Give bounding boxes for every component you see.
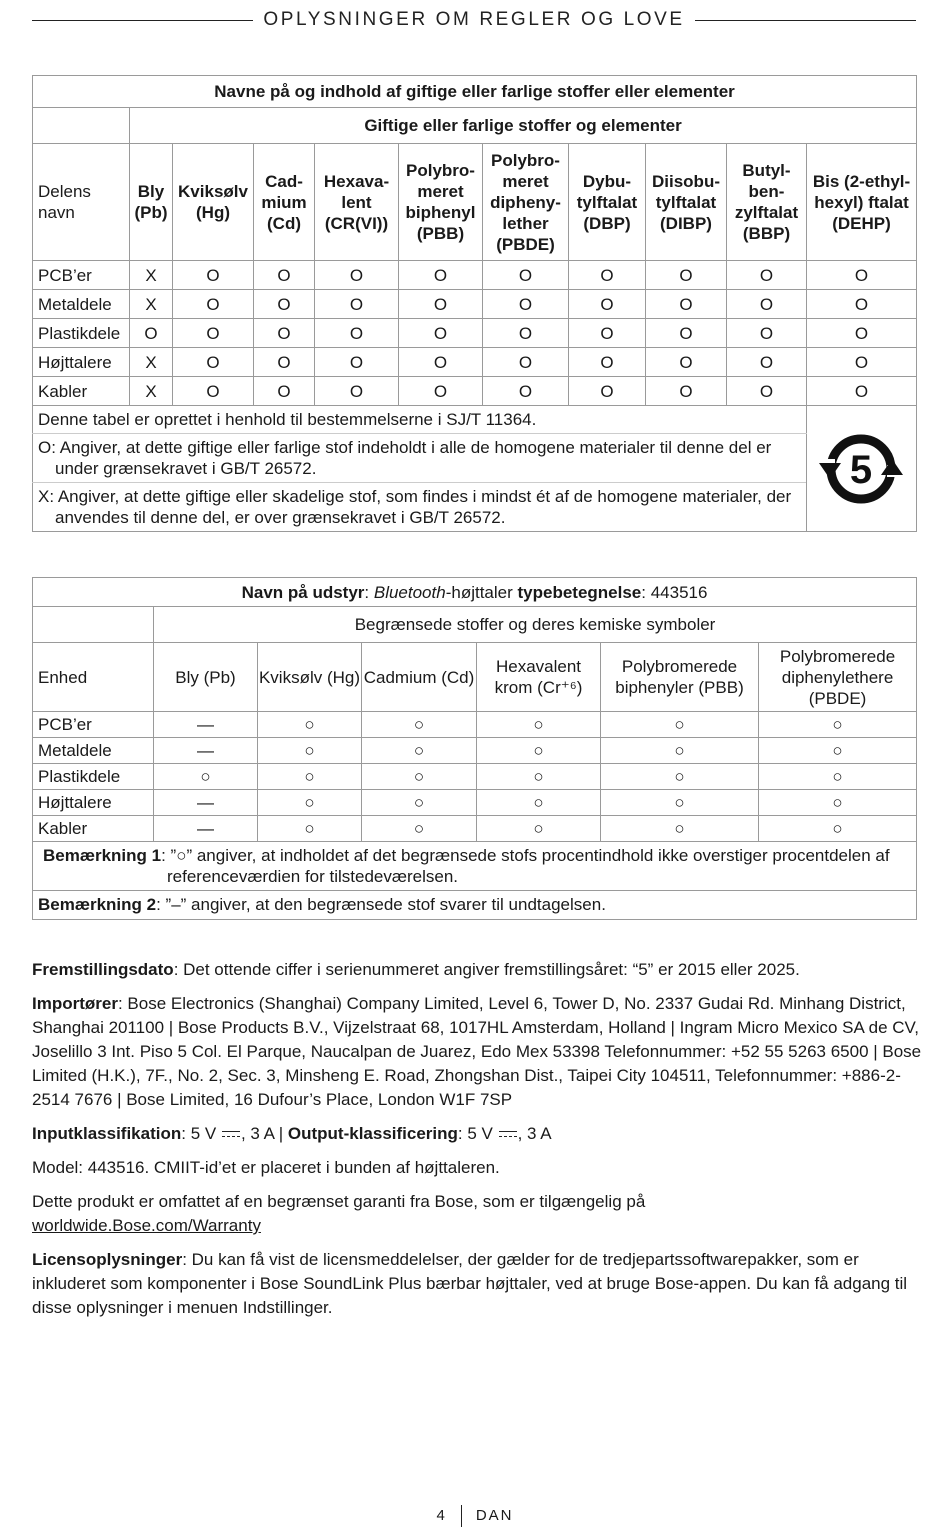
table-cell: O — [483, 319, 569, 348]
table1-column-header: Bis (2-ethyl-hexyl) ftalat (DEHP) — [807, 144, 917, 261]
table-cell: O — [399, 290, 483, 319]
dc-current-icon — [221, 1129, 241, 1141]
table-cell: O — [254, 348, 315, 377]
table-row — [33, 319, 917, 348]
row-unit-name: Højttalere — [33, 790, 154, 816]
table-cell: ○ — [258, 712, 362, 738]
table2-column-header: Cadmium (Cd) — [362, 643, 477, 712]
row-part-name: Højttalere — [33, 348, 130, 377]
table-cell: O — [569, 261, 646, 290]
warranty-paragraph: Dette produkt er omfattet af en begrænset garanti fra Bose, som er tilgængelig på worldwide.Bose.com/Warranty — [32, 1192, 646, 1235]
table-cell: O — [807, 261, 917, 290]
table-cell: O — [727, 290, 807, 319]
table-cell: O — [173, 348, 254, 377]
table-cell: O — [173, 377, 254, 406]
table-cell: ○ — [362, 764, 477, 790]
row-unit-name: Kabler — [33, 816, 154, 842]
license-paragraph: Licensoplysninger: Du kan få vist de licensmeddelelser, der gælder for de tredjepartssoftwarepakker, som er inkluderet som komponenter i Bose SoundLink Plus bærbar højttaler, ved at bruge Bose-appen. Du kan få adgang til disse oplysninger i menuen Indstillinger. — [32, 1250, 908, 1317]
table-cell: X — [130, 261, 173, 290]
table-cell: O — [727, 261, 807, 290]
table-cell: O — [569, 319, 646, 348]
table-row — [33, 790, 917, 816]
table1-part-header: Delens navn — [33, 144, 130, 261]
table-cell: O — [727, 348, 807, 377]
table-row — [33, 290, 917, 319]
table-cell: ○ — [601, 764, 759, 790]
table-cell: — — [154, 712, 258, 738]
table-cell: ○ — [154, 764, 258, 790]
table-cell: ○ — [477, 816, 601, 842]
row-unit-name: Plastikdele — [33, 764, 154, 790]
table2-column-header: Bly (Pb) — [154, 643, 258, 712]
row-part-name: Kabler — [33, 377, 130, 406]
regulatory-body-text — [32, 958, 922, 1330]
table-cell: X — [130, 348, 173, 377]
table-row — [33, 764, 917, 790]
row-part-name: PCB’er — [33, 261, 130, 290]
table2-column-header: Polybromerede biphenyler (PBB) — [601, 643, 759, 712]
page-title: OPLYSNINGER OM REGLER OG LOVE — [263, 9, 685, 30]
table1-column-header: Diisobu-tylftalat (DIBP) — [646, 144, 727, 261]
table2-unit-header: Enhed — [33, 643, 154, 712]
table2-note-1: Bemærkning 1: ”○” angiver, at indholdet af det begrænsede stofs procentindhold ikke overstiger procentdelen af referenceværdien for tilstedeværelsen. — [33, 842, 917, 891]
importers-paragraph: Importører: Bose Electronics (Shanghai) Company Limited, Level 6, Tower D, No. 2337 Gudai Rd. Minhang District, Shanghai 201100 | Bose Products B.V., Vijzelstraat 68, 1017HL Amsterdam, Holland | Ingram Micro Mexico SA de CV, Joselillo 3 Int. Piso 5 Col. El Parque, Naucalpan de Juarez, Edo Mex 53398 Telefonnummer: +52 55 5263 6500 | Bose Limited (H.K.), 7F., No. 2, Sec. 3, Minsheng E. Road, Zhongshan Dist., Taipei City 104511, Telefonnummer: +886-2-2514 7676 | Bose Limited, 16 Dufour’s Place, London W1F 7SP — [32, 994, 922, 1109]
table-cell: O — [727, 319, 807, 348]
table-cell: ○ — [759, 712, 917, 738]
table-cell: O — [483, 290, 569, 319]
table-cell: O — [807, 377, 917, 406]
table1-column-header: Polybro-meret dipheny-lether (PBDE) — [483, 144, 569, 261]
table-cell: O — [646, 261, 727, 290]
table-cell: ○ — [258, 790, 362, 816]
table1-note-standard: Denne tabel er oprettet i henhold til bestemmelserne i SJ/T 11364. — [33, 406, 807, 434]
table-cell: O — [646, 348, 727, 377]
row-unit-name: PCB’er — [33, 712, 154, 738]
efup-5-recycling-icon — [819, 429, 903, 509]
table-cell: O — [315, 319, 399, 348]
table-row — [33, 348, 917, 377]
table-row — [33, 712, 917, 738]
table-cell: ○ — [477, 712, 601, 738]
model-paragraph: Model: 443516. CMIIT-id’et er placeret i bunden af højttaleren. — [32, 1158, 500, 1177]
header-rule-right — [695, 20, 916, 21]
table-cell: ○ — [601, 712, 759, 738]
page-number: 4 — [436, 1506, 447, 1524]
table-cell: ○ — [362, 712, 477, 738]
table-cell: X — [130, 290, 173, 319]
table-cell: ○ — [477, 738, 601, 764]
table-cell: ○ — [258, 816, 362, 842]
table-cell: O — [807, 290, 917, 319]
table-cell: O — [646, 290, 727, 319]
table1-column-header: Polybro-meret biphenyl (PBB) — [399, 144, 483, 261]
table-cell: ○ — [759, 738, 917, 764]
table-cell: ○ — [477, 790, 601, 816]
svg-text:5: 5 — [849, 447, 873, 492]
table-cell: — — [154, 816, 258, 842]
table1-column-header: Kviksølv (Hg) — [173, 144, 254, 261]
table-cell: O — [173, 319, 254, 348]
language-code: DAN — [475, 1506, 514, 1524]
table1-title: Navne på og indhold af giftige eller farlige stoffer eller elementer — [33, 76, 917, 108]
table-cell: ○ — [601, 816, 759, 842]
dc-current-icon — [498, 1129, 518, 1141]
table-cell: ○ — [601, 738, 759, 764]
table-cell: O — [646, 377, 727, 406]
table-cell: O — [315, 348, 399, 377]
footer-divider — [461, 1505, 462, 1527]
table-cell: O — [399, 319, 483, 348]
table-cell: ○ — [759, 816, 917, 842]
restricted-substances-table — [32, 577, 917, 920]
table2-title: Navn på udstyr: Bluetooth-højttaler typebetegnelse: 443516 — [33, 578, 917, 607]
table1-note-x: X: Angiver, at dette giftige eller skadelige stof, som findes i mindst ét af de homogene materialer, der anvendes til denne del, er over grænsekravet i GB/T 26572. — [33, 483, 807, 532]
table1-column-header: Hexava-lent (CR(VI)) — [315, 144, 399, 261]
table-cell: — — [154, 738, 258, 764]
row-part-name: Metaldele — [33, 290, 130, 319]
manufacture-date-paragraph: Fremstillingsdato: Det ottende ciffer i serienummeret angiver fremstillingsåret: “5” er 2015 eller 2025. — [32, 960, 800, 979]
table1-column-header: Dybu-tylftalat (DBP) — [569, 144, 646, 261]
table-cell: O — [173, 290, 254, 319]
table-cell: O — [399, 377, 483, 406]
table-cell: ○ — [477, 764, 601, 790]
table-cell: O — [483, 348, 569, 377]
table1-column-header: Cad-mium (Cd) — [254, 144, 315, 261]
table-cell: O — [727, 377, 807, 406]
table-cell: O — [254, 290, 315, 319]
table-cell: ○ — [759, 790, 917, 816]
table-row — [33, 738, 917, 764]
table-cell: ○ — [601, 790, 759, 816]
table1-column-header: Bly (Pb) — [130, 144, 173, 261]
warranty-link[interactable]: worldwide.Bose.com/Warranty — [32, 1216, 261, 1235]
hazardous-substances-table — [32, 75, 917, 532]
table-cell: O — [569, 290, 646, 319]
table1-subtitle: Giftige eller farlige stoffer og elementer — [130, 108, 917, 144]
table-cell: O — [483, 261, 569, 290]
table-cell: ○ — [258, 738, 362, 764]
table-row — [33, 377, 917, 406]
table-cell: O — [399, 348, 483, 377]
table-cell: — — [154, 790, 258, 816]
table1-logo-cell — [807, 406, 917, 532]
table-cell: O — [646, 319, 727, 348]
ratings-paragraph: Inputklassifikation: 5 V , 3 A | Output-klassificering: 5 V , 3 A — [32, 1124, 552, 1143]
table-cell: ○ — [362, 790, 477, 816]
row-part-name: Plastikdele — [33, 319, 130, 348]
table-cell: O — [807, 348, 917, 377]
table-cell: O — [569, 377, 646, 406]
row-unit-name: Metaldele — [33, 738, 154, 764]
table-cell: X — [130, 377, 173, 406]
table2-column-header: Polybromerede diphenylethere (PBDE) — [759, 643, 917, 712]
table-cell: O — [399, 261, 483, 290]
table-row — [33, 261, 917, 290]
page-header — [32, 8, 916, 32]
table-cell: O — [569, 348, 646, 377]
table-cell: O — [315, 377, 399, 406]
page-footer — [0, 1505, 950, 1527]
table-cell: ○ — [362, 816, 477, 842]
table-cell: O — [130, 319, 173, 348]
table-cell: O — [254, 377, 315, 406]
table-cell: O — [254, 319, 315, 348]
header-rule-left — [32, 20, 253, 21]
table-cell: ○ — [362, 738, 477, 764]
table-cell: O — [254, 261, 315, 290]
table-cell: O — [483, 377, 569, 406]
table2-note-2: Bemærkning 2: ”–” angiver, at den begrænsede stof svarer til undtagelsen. — [33, 891, 917, 920]
table2-subtitle: Begrænsede stoffer og deres kemiske symboler — [154, 607, 917, 643]
table-cell: O — [315, 261, 399, 290]
table-cell: ○ — [759, 764, 917, 790]
table-cell: O — [173, 261, 254, 290]
table2-column-header: Hexavalent krom (Cr⁺⁶) — [477, 643, 601, 712]
table1-note-o: O: Angiver, at dette giftige eller farlige stof indeholdt i alle de homogene materialer til denne del er under grænsekravet i GB/T 26572. — [33, 434, 807, 483]
table-cell: O — [807, 319, 917, 348]
table2-column-header: Kviksølv (Hg) — [258, 643, 362, 712]
table-row — [33, 816, 917, 842]
table-cell: ○ — [258, 764, 362, 790]
table1-column-header: Butyl-ben-zylftalat (BBP) — [727, 144, 807, 261]
table-cell: O — [315, 290, 399, 319]
